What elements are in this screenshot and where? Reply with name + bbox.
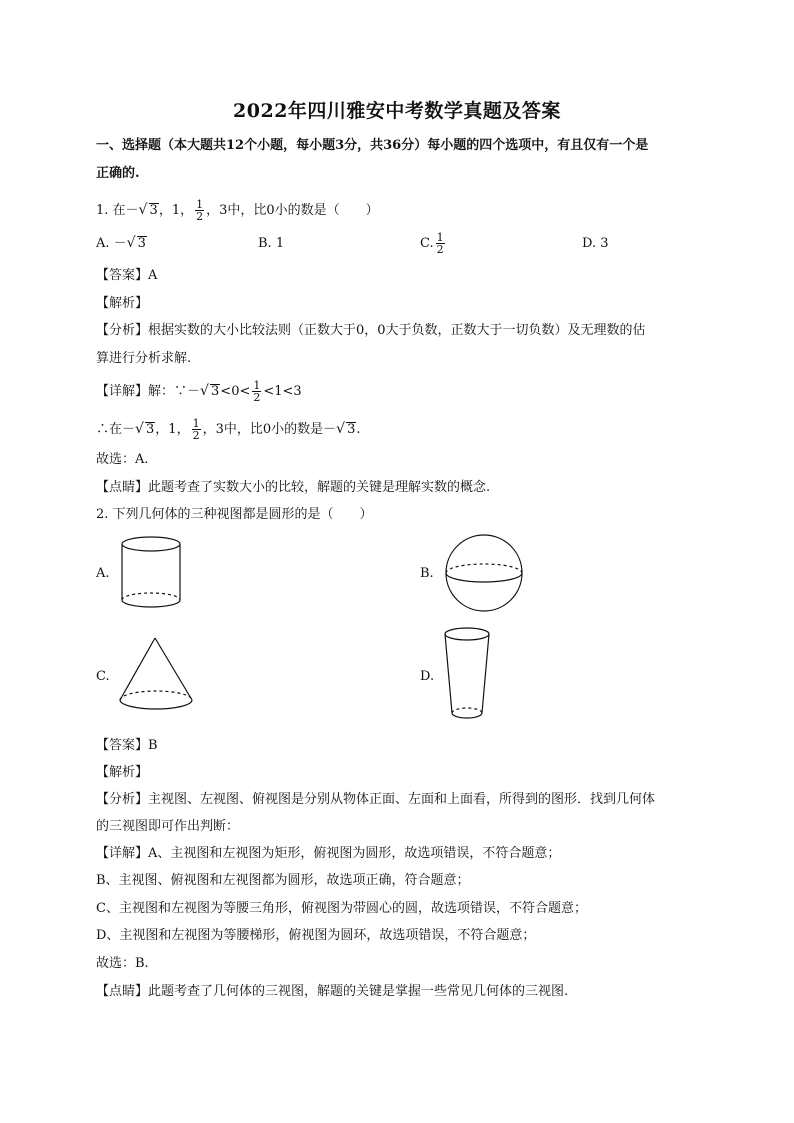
fraction [252, 380, 261, 403]
q2-detail-d: D、主视图和左视图为等腰梯形，俯视图为圆环，故选项错误，不符合题意； [96, 928, 536, 943]
q1-option-d: D. 3 [582, 236, 609, 251]
section-header: 一、选择题（本大题共12个小题，每小题3分，共36分）每小题的四个选项中，有且仅有一个是 [96, 138, 649, 153]
q2-analysis: 【分析】主视图、左视图、俯视图是分别从物体正面、左面和上面看，所得到的图形．找到几何体 [96, 792, 656, 807]
denominator: 2 [196, 210, 204, 223]
q2-answer: 【答案】B [96, 738, 158, 753]
sqrt-symbol [201, 383, 220, 401]
q1-comment: 【点睛】此题考查了实数大小的比较，解题的关键是理解实数的概念. [96, 480, 491, 495]
q1-analysis: 【分析】根据实数的大小比较法则（正数大于0，0大于负数，正数大于一切负数）及无理数的估 [96, 323, 646, 338]
denominator: 2 [436, 243, 444, 256]
frustum-figure [443, 625, 495, 725]
numerator: 1 [196, 198, 204, 211]
sqrt-symbol [337, 421, 356, 439]
therefore-mid: ，1， [155, 422, 190, 437]
q2-choose: 故选：B. [96, 956, 149, 971]
therefore-end: . [356, 422, 361, 437]
q1-answer: 【答案】A [96, 268, 158, 283]
detail-prefix: 【详解】解：∵－ [96, 384, 201, 399]
radicand: 3 [211, 384, 220, 399]
q2-analysis-cont: 的三视图即可作出判断： [96, 819, 240, 834]
q2-detail-b: B、主视图、俯视图和左视图都为圆形，故选项正确，符合题意； [96, 873, 470, 888]
fraction [436, 232, 445, 255]
q2-detail-a: 【详解】A、主视图和左视图为矩形，俯视图为圆形，故选项错误，不符合题意； [96, 846, 561, 861]
section-header-cont: 正确的. [96, 166, 140, 181]
sqrt-symbol [136, 421, 155, 439]
q2-stem: 2. 下列几何体的三种视图都是圆形的是（ ） [96, 507, 373, 522]
option-label: C. [420, 236, 434, 251]
numerator: 1 [253, 379, 261, 392]
sphere-figure [443, 534, 527, 614]
radicand: 3 [347, 422, 356, 437]
sqrt-symbol [128, 235, 147, 253]
q2-detail-c: C、主视图和左视图为等腰三角形，俯视图为带圆心的圆，故选项错误，不符合题意； [96, 901, 587, 916]
q1-stem-suffix: ，3中，比0小的数是（ ） [206, 203, 379, 218]
therefore-prefix: ∴在－ [96, 422, 136, 437]
q2-comment: 【点睛】此题考查了几何体的三视图，解题的关键是掌握一些常见几何体的三视图. [96, 984, 569, 999]
q2-analysis-title: 【解析】 [96, 765, 149, 780]
sqrt-symbol [140, 202, 159, 220]
numerator: 1 [192, 417, 200, 430]
therefore-mid2: ，3中，比0小的数是－ [202, 422, 337, 437]
q1-choose: 故选：A. [96, 452, 149, 467]
cylinder-figure [118, 534, 188, 614]
q1-stem [96, 199, 379, 222]
denominator: 2 [192, 429, 200, 442]
q1-analysis-title: 【解析】 [96, 296, 149, 311]
q2-label-d: D. [420, 669, 435, 684]
radicand: 3 [146, 422, 155, 437]
denominator: 2 [253, 391, 261, 404]
fraction [195, 199, 204, 222]
q2-label-c: C. [96, 669, 110, 684]
cone-figure [118, 636, 196, 716]
radicand: 3 [149, 203, 158, 218]
detail-suffix: <1<3 [263, 384, 302, 399]
option-label: A. － [96, 236, 127, 251]
q1-option-a [96, 235, 147, 253]
q1-analysis-cont: 算进行分析求解. [96, 351, 192, 366]
q1-stem-prefix: 1. 在－ [96, 203, 139, 218]
q1-option-c [420, 232, 447, 255]
q1-detail [96, 380, 302, 403]
fraction [192, 418, 201, 441]
q1-therefore [96, 418, 361, 441]
detail-mid: <0< [220, 384, 251, 399]
q2-label-a: A. [96, 566, 110, 581]
radicand: 3 [137, 236, 146, 251]
q1-stem-mid: ，1， [158, 203, 194, 218]
q1-option-b: B. 1 [258, 236, 285, 251]
numerator: 1 [436, 231, 444, 244]
q2-label-b: B. [420, 566, 434, 581]
page-title: 2022年四川雅安中考数学真题及答案 [233, 100, 561, 122]
